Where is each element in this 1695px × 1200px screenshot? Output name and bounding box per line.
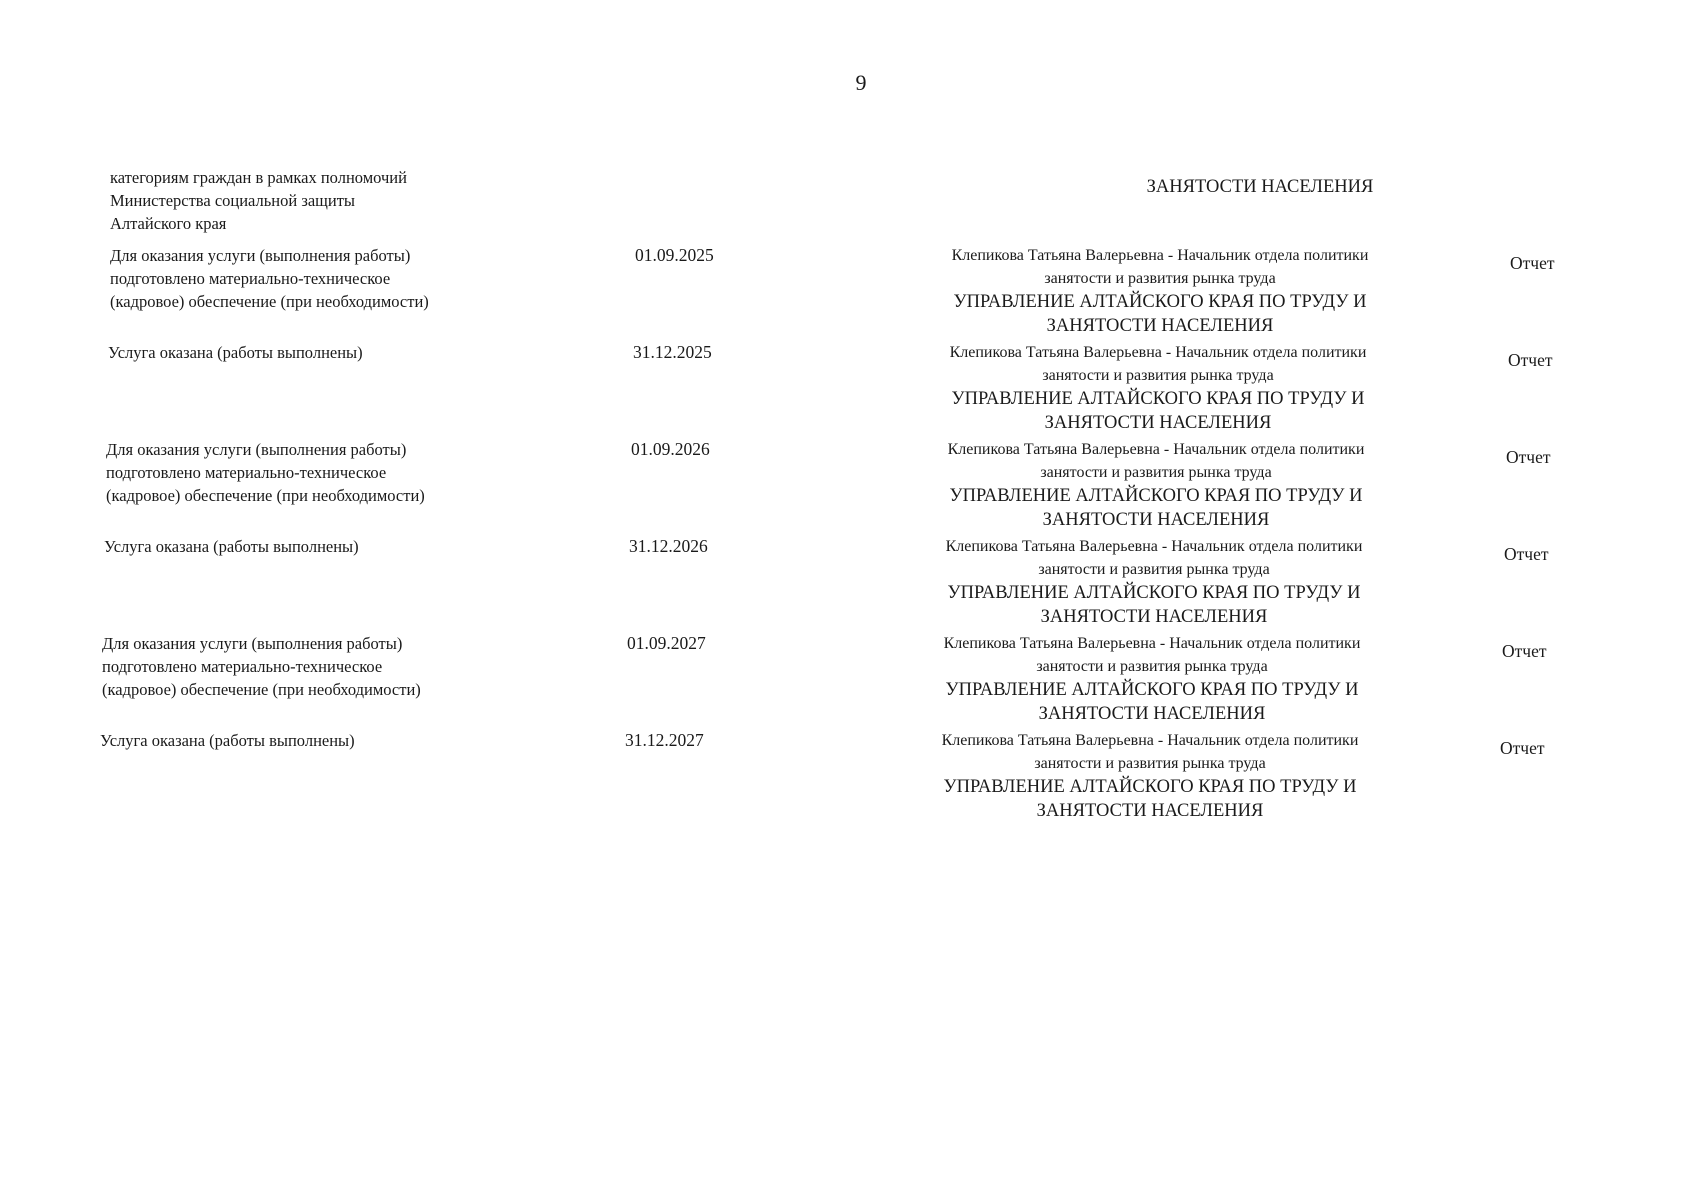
stage-date: 01.09.2027 (627, 633, 706, 653)
stage-date: 31.12.2026 (629, 536, 708, 556)
stage-description: Для оказания услуги (выполнения работы) подготовлено материально-техническое (кадровое) обеспечение (при необходимости) (110, 246, 429, 311)
stage-description: Услуга оказана (работы выполнены) (108, 343, 363, 362)
stage-date: 01.09.2026 (631, 439, 710, 459)
responsible-person: Клепикова Татьяна Валерьевна - Начальник отдела политики занятости и развития рынка труда (949, 344, 1367, 384)
table-row (104, 535, 1604, 631)
report-type: Отчет (1508, 350, 1553, 370)
table-row (100, 729, 1600, 825)
responsible-cell (938, 341, 1378, 435)
stage-description: Услуга оказана (работы выполнены) (104, 537, 359, 556)
report-type: Отчет (1502, 641, 1547, 661)
responsible-cell (932, 632, 1372, 726)
table-row (102, 632, 1602, 728)
responsible-cell (936, 438, 1376, 532)
responsible-person: Клепикова Татьяна Валерьевна - Начальник отдела политики занятости и развития рынка труда (941, 732, 1359, 772)
responsible-person: Клепикова Татьяна Валерьевна - Начальник отдела политики занятости и развития рынка труда (945, 538, 1363, 578)
responsible-organization: УПРАВЛЕНИЕ АЛТАЙСКОГО КРАЯ ПО ТРУДУ И ЗАНЯТОСТИ НАСЕЛЕНИЯ (945, 680, 1359, 724)
responsible-cell (940, 244, 1380, 338)
stage-description: Для оказания услуги (выполнения работы) подготовлено материально-техническое (кадровое) обеспечение (при необходимости) (102, 634, 421, 699)
table-row (110, 244, 1610, 340)
responsible-person: Клепикова Татьяна Валерьевна - Начальник отдела политики занятости и развития рынка труда (943, 635, 1361, 675)
report-type: Отчет (1510, 253, 1555, 273)
responsible-cell (934, 535, 1374, 629)
stage-description: Услуга оказана (работы выполнены) (100, 731, 355, 750)
page-number: 9 (855, 70, 867, 95)
continuation-organization: ЗАНЯТОСТИ НАСЕЛЕНИЯ (1146, 177, 1374, 197)
table-row (108, 341, 1608, 437)
continuation-description: категориям граждан в рамках полномочий Министерства социальной защиты Алтайского края (110, 168, 407, 233)
responsible-cell (930, 729, 1370, 823)
stage-date: 31.12.2025 (633, 342, 712, 362)
responsible-organization: УПРАВЛЕНИЕ АЛТАЙСКОГО КРАЯ ПО ТРУДУ И ЗАНЯТОСТИ НАСЕЛЕНИЯ (947, 583, 1361, 627)
table-row (106, 438, 1606, 534)
responsible-organization: УПРАВЛЕНИЕ АЛТАЙСКОГО КРАЯ ПО ТРУДУ И ЗАНЯТОСТИ НАСЕЛЕНИЯ (951, 389, 1365, 433)
report-type: Отчет (1506, 447, 1551, 467)
responsible-organization: УПРАВЛЕНИЕ АЛТАЙСКОГО КРАЯ ПО ТРУДУ И ЗАНЯТОСТИ НАСЕЛЕНИЯ (943, 777, 1357, 821)
responsible-person: Клепикова Татьяна Валерьевна - Начальник отдела политики занятости и развития рынка труда (947, 441, 1365, 481)
report-type: Отчет (1500, 738, 1545, 758)
report-type: Отчет (1504, 544, 1549, 564)
responsible-organization: УПРАВЛЕНИЕ АЛТАЙСКОГО КРАЯ ПО ТРУДУ И ЗАНЯТОСТИ НАСЕЛЕНИЯ (949, 486, 1363, 530)
responsible-person: Клепикова Татьяна Валерьевна - Начальник отдела политики занятости и развития рынка труда (951, 247, 1369, 287)
stage-description: Для оказания услуги (выполнения работы) подготовлено материально-техническое (кадровое) обеспечение (при необходимости) (106, 440, 425, 505)
stage-date: 31.12.2027 (625, 730, 704, 750)
responsible-organization: УПРАВЛЕНИЕ АЛТАЙСКОГО КРАЯ ПО ТРУДУ И ЗАНЯТОСТИ НАСЕЛЕНИЯ (953, 292, 1367, 336)
stage-date: 01.09.2025 (635, 245, 714, 265)
